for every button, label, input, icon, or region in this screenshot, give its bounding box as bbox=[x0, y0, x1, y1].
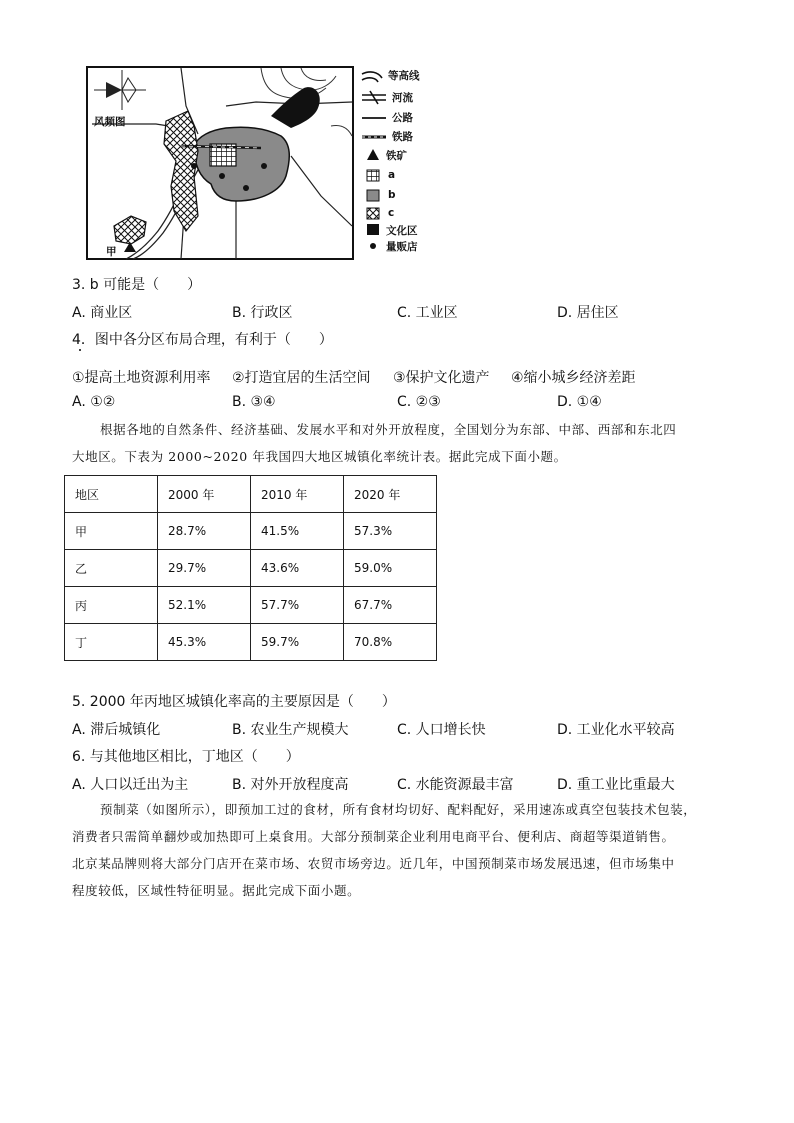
zone-c-icon bbox=[367, 208, 379, 219]
q4-statement-1: ①提高土地资源利用率 bbox=[72, 370, 211, 386]
table-cell: 57.3% bbox=[344, 513, 437, 550]
table-row bbox=[65, 587, 437, 624]
q3-option-c[interactable]: C. 工业区 bbox=[397, 305, 458, 321]
legend-label-store: 量贩店 bbox=[386, 241, 418, 253]
q5-option-a[interactable]: A. 滞后城镇化 bbox=[72, 722, 161, 738]
table-cell: 43.6% bbox=[251, 550, 344, 587]
question-6-stem: 6. 与其他地区相比，丁地区（ ） bbox=[72, 749, 300, 765]
table-cell: 59.0% bbox=[344, 550, 437, 587]
legend-label-railway: 铁路 bbox=[392, 131, 413, 143]
passage-1-line-2: 大地区。下表为 2000~2020 年我国四大地区城镇化率统计表。据此完成下面小题。 bbox=[72, 449, 567, 464]
q4-statement-4: ④缩小城乡经济差距 bbox=[511, 370, 636, 386]
zone-a-icon bbox=[367, 170, 379, 181]
table-row bbox=[65, 550, 437, 587]
store-dot bbox=[191, 163, 197, 169]
legend-label-zone-b: b bbox=[388, 189, 396, 201]
table-header-cell: 地区 bbox=[65, 476, 158, 513]
question-3-stem: 3. b 可能是（ ） bbox=[72, 277, 202, 293]
q5-option-c[interactable]: C. 人口增长快 bbox=[397, 722, 486, 738]
city-map-svg bbox=[86, 66, 436, 262]
table-header-cell: 2010 年 bbox=[251, 476, 344, 513]
table-cell: 70.8% bbox=[344, 624, 437, 661]
cultural-zone-icon bbox=[367, 224, 379, 235]
urbanization-table bbox=[64, 475, 437, 661]
river-icon bbox=[362, 91, 386, 104]
table-header-cell: 2000 年 bbox=[158, 476, 251, 513]
legend-label-iron-mine: 铁矿 bbox=[386, 150, 407, 162]
store-dot bbox=[243, 185, 249, 191]
zone-b-icon bbox=[367, 190, 379, 201]
table-header-cell: 2020 年 bbox=[344, 476, 437, 513]
q4-option-a[interactable]: A. ①② bbox=[72, 394, 116, 410]
passage-2-line-2: 消费者只需简单翻炒或加热即可上桌食用。大部分预制菜企业利用电商平台、便利店、商超等渠道销售。 bbox=[72, 829, 675, 844]
q6-option-c[interactable]: C. 水能资源最丰富 bbox=[397, 777, 514, 793]
wind-frequency-label: 风频图 bbox=[94, 116, 126, 128]
q6-option-d[interactable]: D. 重工业比重最大 bbox=[557, 777, 675, 793]
table-cell: 52.1% bbox=[158, 587, 251, 624]
table-cell: 乙 bbox=[65, 550, 158, 587]
passage-1 bbox=[72, 416, 724, 470]
q5-option-b[interactable]: B. 农业生产规模大 bbox=[232, 722, 349, 738]
passage-2 bbox=[72, 796, 724, 904]
passage-1-line-1: 根据各地的自然条件、经济基础、发展水平和对外开放程度，全国划分为东部、中部、西部和东北四 bbox=[100, 422, 677, 437]
dot-mark bbox=[79, 349, 81, 351]
legend-icons bbox=[362, 72, 386, 249]
legend-label-river: 河流 bbox=[392, 92, 413, 104]
legend-label-contour: 等高线 bbox=[388, 70, 420, 82]
table-row bbox=[65, 624, 437, 661]
q6-option-a[interactable]: A. 人口以迁出为主 bbox=[72, 777, 189, 793]
q6-option-b[interactable]: B. 对外开放程度高 bbox=[232, 777, 349, 793]
table-cell: 67.7% bbox=[344, 587, 437, 624]
store-dot bbox=[219, 173, 225, 179]
question-4-stem: 4．图中各分区布局合理，有利于（ ） bbox=[72, 332, 333, 348]
q4-statement-2: ②打造宜居的生活空间 bbox=[232, 370, 371, 386]
q4-statement-3: ③保护文化遗产 bbox=[393, 370, 490, 386]
table-cell: 28.7% bbox=[158, 513, 251, 550]
q3-option-a[interactable]: A. 商业区 bbox=[72, 305, 133, 321]
q3-option-d[interactable]: D. 居住区 bbox=[557, 305, 619, 321]
iron-mine-icon bbox=[367, 149, 379, 160]
contour-icon bbox=[362, 72, 382, 82]
table-cell: 29.7% bbox=[158, 550, 251, 587]
table-cell: 丁 bbox=[65, 624, 158, 661]
q5-option-d[interactable]: D. 工业化水平较高 bbox=[557, 722, 675, 738]
question-5-stem: 5. 2000 年丙地区城镇化率高的主要原因是（ ） bbox=[72, 694, 396, 710]
table-cell: 57.7% bbox=[251, 587, 344, 624]
table-cell: 41.5% bbox=[251, 513, 344, 550]
passage-2-line-1: 预制菜（如图所示），即预加工过的食材，所有食材均切好、配料配好，采用速冻或真空包装技术包装， bbox=[100, 802, 697, 817]
table-cell: 丙 bbox=[65, 587, 158, 624]
table-header-row bbox=[65, 476, 437, 513]
q4-option-b[interactable]: B. ③④ bbox=[232, 394, 276, 410]
passage-2-line-4: 程度较低，区域性特征明显。据此完成下面小题。 bbox=[72, 883, 361, 898]
city-map-figure bbox=[86, 66, 436, 262]
table-cell: 甲 bbox=[65, 513, 158, 550]
legend-label-zone-a: a bbox=[388, 169, 396, 181]
passage-2-line-3: 北京某品牌则将大部分门店开在菜市场、农贸市场旁边。近几年，中国预制菜市场发展迅速，但市场集中 bbox=[72, 856, 675, 871]
q3-option-b[interactable]: B. 行政区 bbox=[232, 305, 293, 321]
table-cell: 45.3% bbox=[158, 624, 251, 661]
table-cell: 59.7% bbox=[251, 624, 344, 661]
store-icon bbox=[370, 243, 376, 249]
legend-label-zone-c: c bbox=[388, 207, 395, 219]
q4-option-d[interactable]: D. ①④ bbox=[557, 394, 602, 410]
legend-label-road: 公路 bbox=[392, 112, 413, 124]
jia-place-label: 甲 bbox=[106, 246, 117, 258]
q4-option-c[interactable]: C. ②③ bbox=[397, 394, 441, 410]
legend-label-cultural: 文化区 bbox=[386, 225, 418, 237]
table-row bbox=[65, 513, 437, 550]
store-dot bbox=[261, 163, 267, 169]
